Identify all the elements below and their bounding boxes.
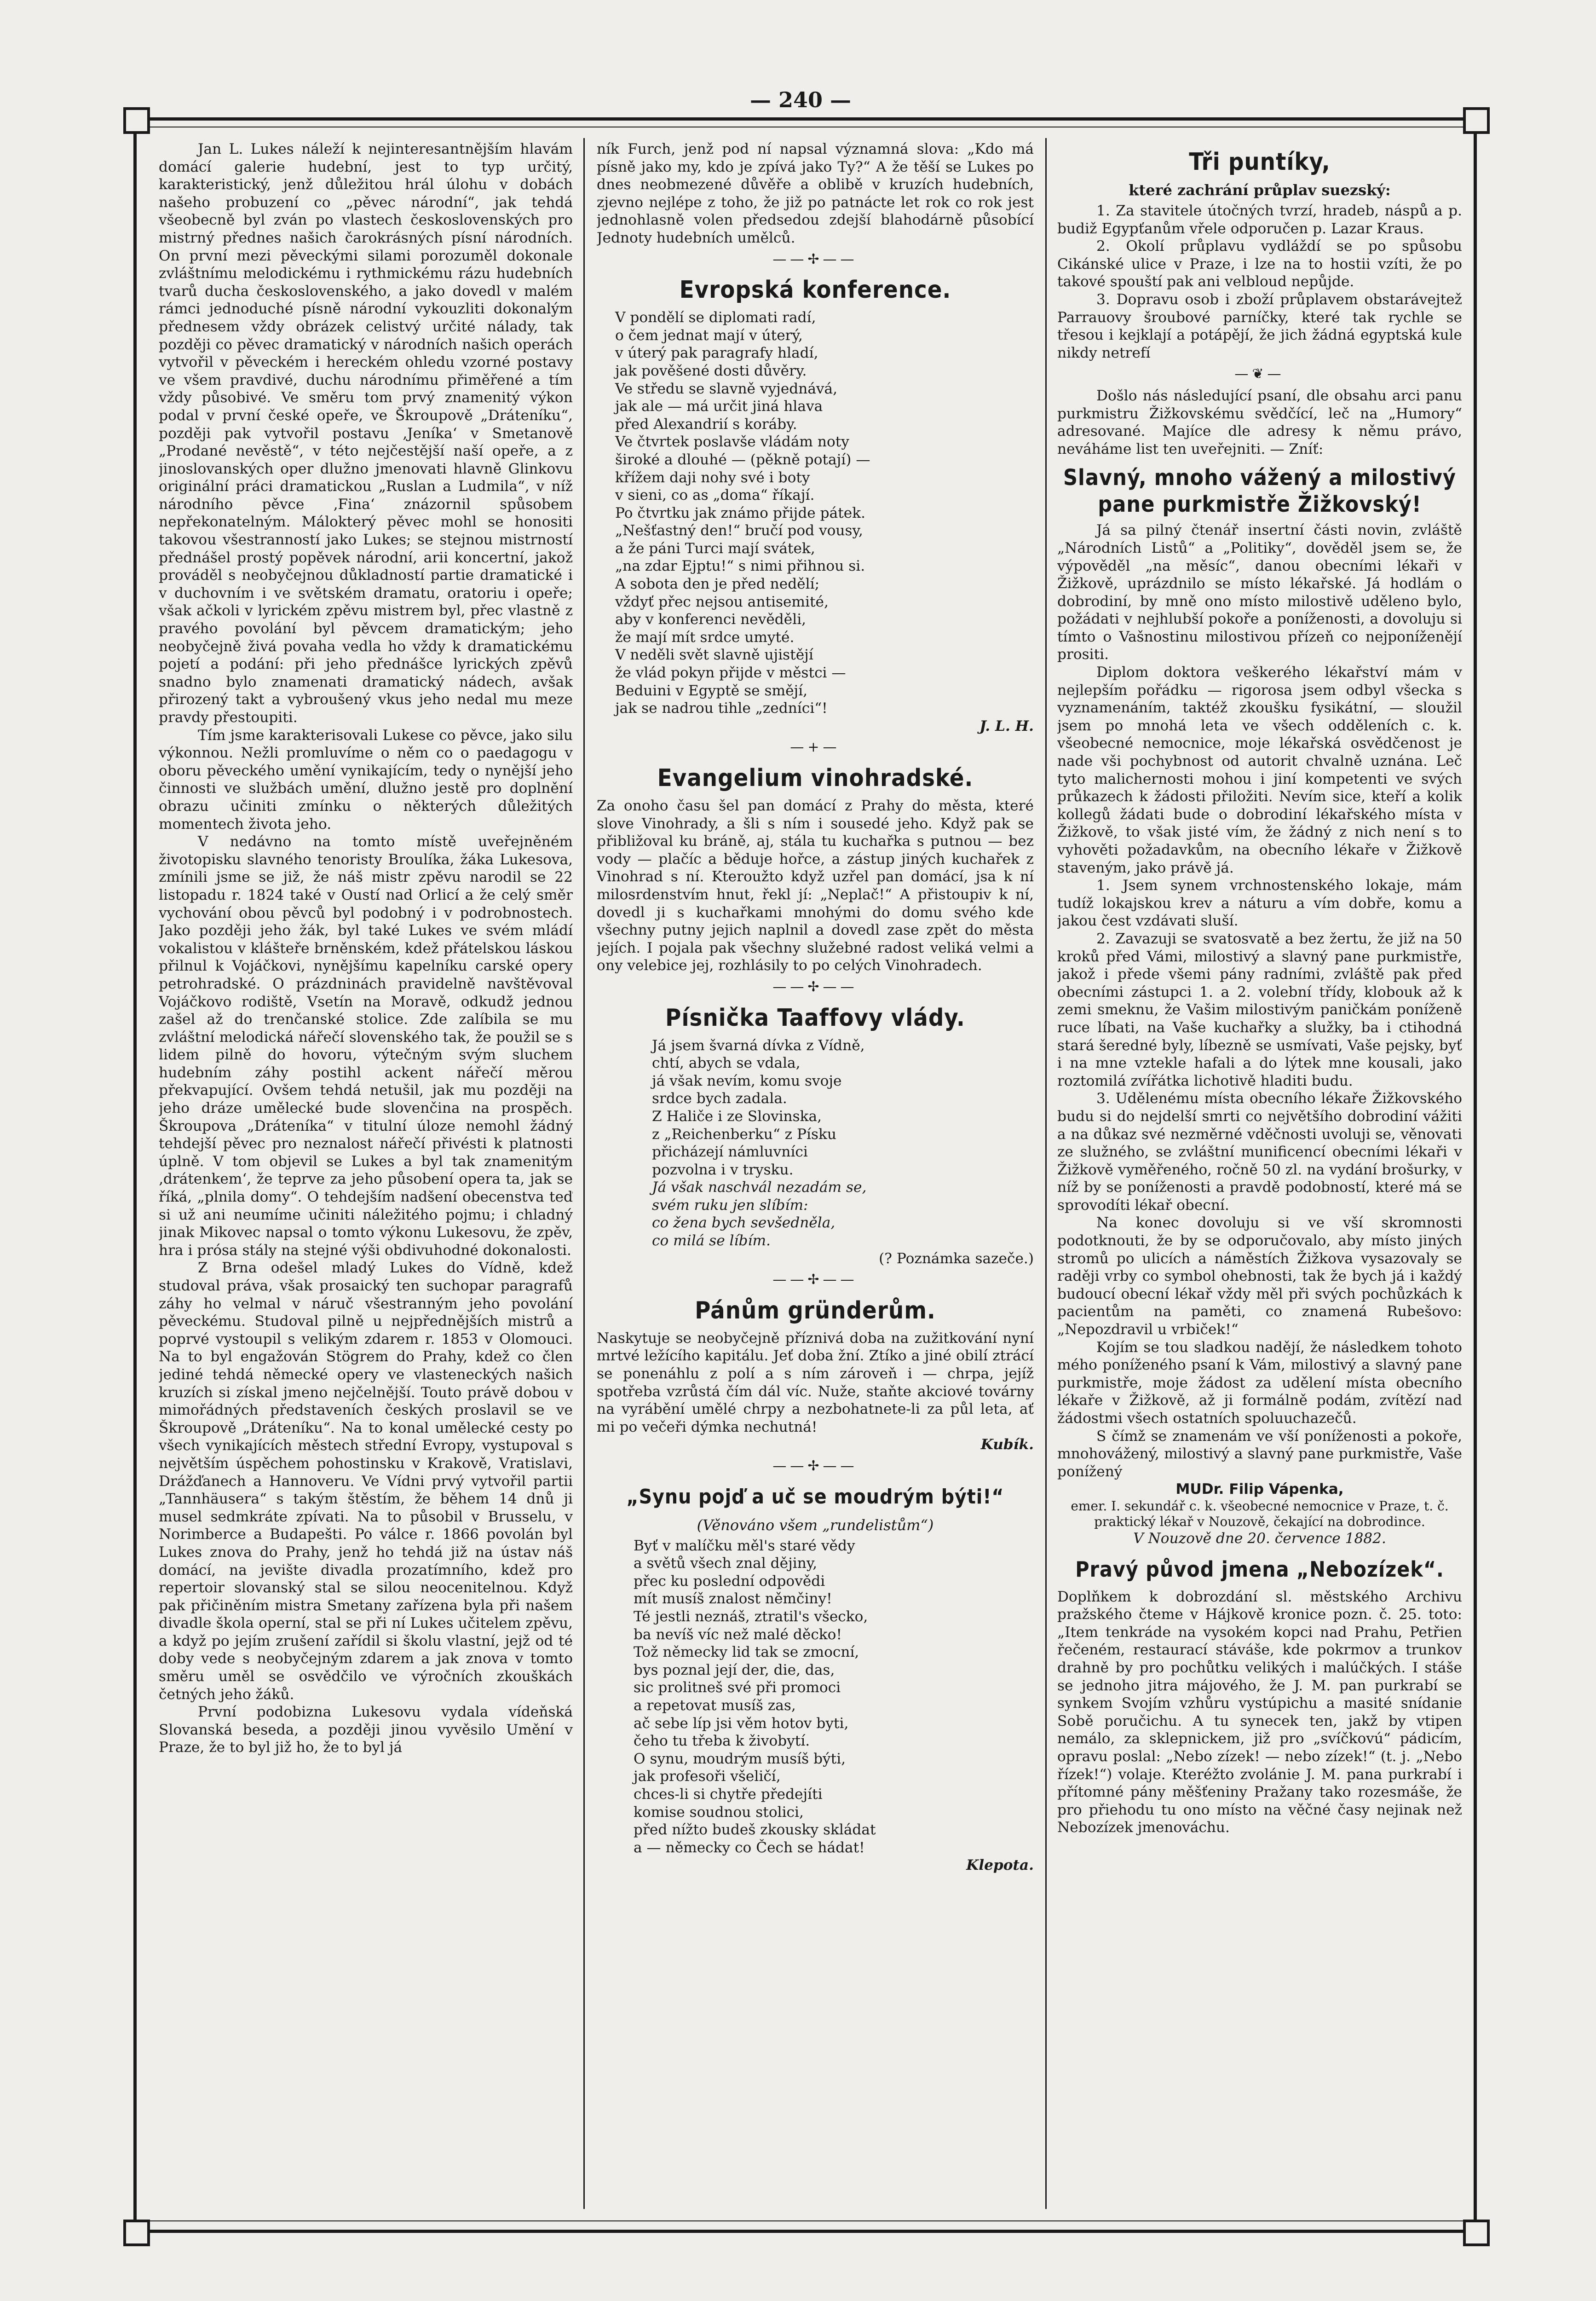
- frame-corner-ornament: [123, 2220, 150, 2246]
- article-paragraph: První podobizna Lukesovu vydala vídeňská Slovanská beseda, a později jinou vyvěsilo Umění v Praze, že to byl již ho, že to byl já: [159, 1704, 573, 1756]
- list-item: 1. Za stavitele útočných tvrzí, hradeb, náspů a p. budiž Egypťanům vřele odporučen p. Lazar Kraus.: [1057, 202, 1462, 237]
- letter-paragraph: Kojím se tou sladkou nadějí, že následkem tohoto mého poníženého psaní k Vám, milostivý a slavný pane purkmistře, moje žádost za udělení místa obecního lékaře v Žižkově, až ji formálně podám, zvítězí nad žádostmi všech ostatních spoluuchazečů.: [1057, 1339, 1462, 1427]
- poem-line: přec ku poslední odpovědi: [634, 1573, 825, 1590]
- page-number: — 240 —: [749, 87, 852, 112]
- poem-line: „Nešťastný den!“ bručí pod vousy,: [615, 522, 863, 539]
- poem-line: a že páni Turci mají svátek,: [615, 540, 815, 557]
- heading-evropska-konference: Evropská konference.: [679, 276, 951, 304]
- poem-line: v úterý pak paragrafy hladí,: [615, 345, 818, 362]
- list-item: 3. Dopravu osob i zboží průplavem obstarávejtež Parrauovy šroubové parníčky, které tak rychle se třesou i kejklají a potápějí, že jich žádná egyptská kule nikdy netrefí: [1057, 291, 1462, 361]
- subheading-tri-puntiky: které zachrání průplav suezský:: [1129, 181, 1391, 199]
- letter-signature-name: MUDr. Filip Vápenka,: [1175, 1481, 1344, 1498]
- poem-line: o čem jednat mají v úterý,: [615, 327, 803, 344]
- poem-line: já však nevím, komu svoje: [652, 1072, 842, 1089]
- list-item: 2. Okolí průplavu vydláždí se po spůsobu Cikánské ulice v Praze, i lze na to hostii vzíti, že po takové spouští pak ani velbloud nepůjde.: [1057, 238, 1462, 290]
- poem-line: A sobota den je před nedělí;: [615, 576, 820, 593]
- letter-intro: Došlo nás následující psaní, dle obsahu arci panu purkmistru Žižkovskému svědčící, leč na „Humory“ adresované. Majíce dle adresy k němu právo, neváháme list ten uveřejniti. — Zníť:: [1057, 387, 1462, 457]
- poem-line: chtí, abych se vdala,: [652, 1055, 801, 1072]
- frame-border-right: [1474, 117, 1477, 2233]
- poem-line: Té jestli neznáš, ztratil's všecko,: [634, 1608, 868, 1625]
- poem-evropska-konference: [597, 309, 1034, 717]
- article-paragraph: Tím jsme karakterisovali Lukese co pěvce, jako silu výkonnou. Nežli promluvíme o něm co o paedagogu v oboru pěveckého umění vynikajícím, tedy o nynější jeho činnosti ve službách umění, dlužno jestě pro doplnění obrazu učiniti zmínku o některých důležitých momentech života jeho.: [159, 727, 573, 833]
- poem-line: Já jsem švarná dívka z Vídně,: [652, 1037, 865, 1054]
- section-divider-ornament: —❦—: [1234, 366, 1285, 382]
- poem-line: V pondělí se diplomati radí,: [615, 309, 816, 326]
- poem-line: aby v konferenci nevěděli,: [615, 611, 807, 628]
- section-divider-ornament: ——✢——: [772, 251, 858, 267]
- poem-line: Ve středu se slavně vyjednává,: [615, 380, 838, 397]
- poem-line: Já však naschvál nezadám se,: [652, 1179, 867, 1196]
- evangelium-text: Za onoho času šel pan domácí z Prahy do města, které slove Vinohrady, a šli s ním i sousedé jeho. Když pak se přibližoval ku bráně, aj, stála tu kuchařka s putnou — bez vody — plačíc a běduje hořce, a zástup jiných kuchařek z Vinohrad s ní. Kteroužto když uzřel pan domácí, jsa k ní milosrdenstvím hnut, řekl jí: „Neplač!“ A přistoupiv k ní, dovedl ji s kuchařkami mnohými do domu svého kde všechny putny jejich naplnil a dovedl zase zpět do města jejích. I pojala pak všechny služebné radost veliká velmi a ony velebice jej, rozhlásily to po celých Vinohradech.: [597, 798, 1034, 974]
- poem-line: svém ruku jen slíbím:: [652, 1197, 808, 1214]
- article-continuation: ník Furch, jenž pod ní napsal významná slova: „Kdo má písně jako my, kdo je zpívá jako Ty?“ A že těší se Lukes po dnes neobmezené důvěře a oblibě v kruzích hudebních, zjevno nejlépe z toho, že již po patnácte let rok co rok jest jednohlasně volen předsedou zdejší blahodárně působící Jednoty hudebních umělců.: [597, 141, 1034, 246]
- column-3: [1057, 140, 1462, 2209]
- letter-paragraph: 1. Jsem synem vrchnostenského lokaje, mám tudíž lokajskou krev a náturu a vím dobře, komu a jakou čest vzdávati sluší.: [1057, 877, 1462, 930]
- poem-line: Ve čtvrtek poslavše vládám noty: [615, 434, 849, 451]
- poem-line: Tož německy lid tak se zmocní,: [634, 1644, 859, 1661]
- letter-signature-title: emer. I. sekundář c. k. všeobecné nemocnice v Praze, t. č. praktický lékař v Nouzově, čekající na dobrodince.: [1071, 1498, 1449, 1529]
- poem-line: že vlád pokyn přijde v městci —: [615, 665, 846, 682]
- heading-pisnicka-taaffovy-vlady: Písnička Taaffovy vlády.: [665, 1004, 965, 1032]
- poem-line: z „Reichenberku“ z Písku: [652, 1126, 836, 1143]
- poem-signature: J. L. H.: [979, 717, 1034, 734]
- poem-line: a — německy co Čech se hádat!: [634, 1839, 865, 1856]
- poem-line: široké a dlouhé — (pěkně potají) —: [615, 451, 870, 468]
- heading-slavny-pane-purkmistre: Slavný, mnoho vážený a milostivý pane purkmistře Žižkovský!: [1063, 465, 1457, 518]
- grunder-text: Naskytuje se neobyčejně příznivá doba na zužitkování nyní mrtvé ležícího kapitálu. Jeť doba žní. Ztíko a jiné obilí ztrácí se ponenáhlu z polí a s ním zároveň i — chrpa, jejíž spotřeba vzrůstá čím dál víc. Nuže, staňte akciové továrny na vyrábění umělé chrpy a nezbohatnete-li za půl leta, ať mi po večeři dýmka nechutná!: [597, 1330, 1034, 1435]
- poem-line: pozvolna i v trysku.: [652, 1161, 794, 1178]
- frame-corner-ornament: [123, 107, 150, 134]
- grunder-signature: Kubík.: [980, 1436, 1034, 1453]
- poem-synu-pojd: [597, 1537, 1034, 1857]
- heading-evangelium-vinohradske: Evangelium vinohradské.: [657, 764, 974, 792]
- article-paragraph: Z Brna odešel mladý Lukes do Vídně, kdež studoval práva, však prosaický ten suchopar paragrafů záhy ho velmal v náruč všestranným jeho povolání pěveckému. Studoval pilně u nejpřednějších mistrů a poprvé vystoupil s velikým zdarem r. 1853 v Olomouci. Na to byl engažován Stögrem do Prahy, kdež co člen jediné tehdá německé opery ve vlasteneckých našich kruzích si získal jmeno nejčelnější. Touto právě dobou v mimořádných představeních českých proslavil se ve Škroupově „Dráteníku“. Na to konal umělecké cesty po všech vynikajících městech střední Evropy, vystupoval s největším úspěchem pohostinsku v Krakově, Vratislavi, Drážďanech a Hannoveru. Ve Vídni prvý vytvořil partii „Tannhäusera“ s takým štěstím, že během 14 dnů ji musel sedmkráte zpívati. Na to působil v Brusselu, v Norimberce a Budapešti. Po válce r. 1866 povolán byl Lukes znova do Prahy, jenž ho tehdá již na ústav náš domácí, na jevište divadla prozatímního, kdež pro repertoir slovanský stal se silou neocenitelnou. Když pak přičiněním mistra Smetany zařízena byla při našem divadle škola operní, stal se při ní Lukes učitelem zpěvu, a když po jejím zrušení zařídil si školu vlastní, jejž od té doby vede s neobyčejným zdarem a jak znova v tomto směru uměl se osvědčilo ve výročních zkouškách četných jeho žáků.: [159, 1260, 573, 1703]
- poem-line: Beduini v Egyptě se smějí,: [615, 682, 808, 699]
- poem-line: Po čtvrtku jak známo přijde pátek.: [615, 504, 866, 521]
- frame-border-left: [133, 117, 137, 2233]
- poem-line: před Alexandrií s koráby.: [615, 416, 797, 433]
- column-rule: [583, 138, 585, 2209]
- poem-line: co žena bych sevšedněla,: [652, 1214, 835, 1231]
- poem-line: jak ale — má určit jiná hlava: [615, 398, 823, 415]
- poem-line: chces-li si chytře předejíti: [634, 1786, 823, 1803]
- poem-line: O synu, moudrým musíš býti,: [634, 1750, 846, 1767]
- poem-line: co milá se líbím.: [652, 1232, 771, 1249]
- letter-paragraph: 2. Zavazuji se svatosvatě a bez žertu, že již na 50 kroků před Vámi, milostivý a slavný pane purkmistře, jakož i přede všemi pány radními, zvláště pak před obecními zástupci 1. a 2. volební třídy, klobouk až k zemi smeknu, že Vašim milostivým paničkám poníženě ruce líbati, na Vaše kuchařky a služky, ba i ctihodná stará šeredné byly, líbezně se usmívati, Vaše pejsky, byť i na mne vztekle hafali a do lýtek mne kousali, jako roztomilá zvířátka lichotivě hladiti budu.: [1057, 930, 1462, 1089]
- frame-corner-ornament: [1463, 107, 1490, 134]
- poem-line: jak profesoři všeličí,: [634, 1768, 781, 1785]
- poem-line: v sieni, co as „doma“ říkají.: [615, 487, 815, 504]
- nebozizek-text: Doplňkem k dobrozdání sl. městského Archivu pražského čteme v Hájkově kronice pozn. č. 25. toto: „Item tenkráde na vysokém kopci nad Prahu, Petřien řečeném, restaurací stáváše, kde pokrmov a trunkov drahně by pro pochůtku velikých i malúčkých. I stáše se jednoho jitra májového, že J. M. pan purkrabí se synkem Svojím vzhůru vystúpichu a masité snídanie Sobě poručichu. A tu synecek ten, jakž by vtipen nemálo, za sklepnickem, již pro „svíčkovú“ pádicím, opravu poslal: „Nebo zízek! — nebo zízek!“ (t. j. „Nebo řízek!“) volaje. Kteréžto zvolánie J. M. pana purkrabí i přítomné pány měšťeniny Pražany tako rozesmáše, že pro přiehodu tu ono místo na věčné časy nejinak než Nebozízek jmenováchu.: [1057, 1588, 1462, 1836]
- article-paragraph: V nedávno na tomto místě uveřejněném životopisku slavného tenoristy Broulíka, žáka Lukesova, zmínili jsme se již, že náš mistr zpěvu narodil se 22 listopadu r. 1824 také v Oustí nad Orlicí a že celý směr vychování obou pěvců byl podobný i v podrobnostech. Jako později jeho žák, byl také Lukes ve svém mládí vokalistou v klášteře brněnském, kdež přátelskou láskou přilnul k Vojáčkovi, nynějšímu kapelníku carské opery petrohradské. O prázdninách pravidelně navštěvoval Vojáčkovo rodiště, Vsetín na Moravě, odkudž jednou zašel až do trenčanské stolice. Zde zalíbila se mu zvláštní melodická nářečí slovenského tak, že použil se s lidem pilně do hovoru, výtečným svým sluchem hudebním záhy postihl ackent nářečí měrou překvapující. Ovšem tehdá netušil, jak mu později na jeho dráze umělecké bude slovenčina na prospěch. Škroupova „Dráteníka“ v titulní úloze nemohl žádný tehdejší pěvec pro neznalost nářečí přivésti k platnosti úplně. V tom objevil se Lukes a byl tak znamenitým ‚drátenkem‘, že teprve za jeho působení opera ta, jak se říká, „plnila domy“. O tehdejším nadšení obecenstva teď si už ani neumíme učiniti náležitého pojmu; i chladný jinak Mikovec napsal o tomto výkonu Lukesovu, že zpěv, hra i prósa stály na stejné výši obdivuhodné dokonalosti.: [159, 833, 573, 1259]
- frame-border-top: [133, 117, 1477, 121]
- poem-line: sic prolitneš své při promoci: [634, 1679, 841, 1696]
- poem-line: křížem daji nohy své i boty: [615, 469, 810, 486]
- frame-border-bottom: [133, 2230, 1477, 2233]
- frame-corner-ornament: [1463, 2220, 1490, 2246]
- heading-panum-grunderum: Pánům gründerům.: [695, 1296, 936, 1324]
- section-divider-ornament: ——✢——: [772, 1458, 858, 1474]
- poem-line: „na zdar Ejptu!“ s nimi přihnou si.: [615, 558, 865, 575]
- heading-synu-pojd: „Synu pojď a uč se moudrým býti!“: [626, 1485, 1004, 1509]
- section-divider-ornament: ——✢——: [772, 1272, 858, 1288]
- letter-paragraph: S čímž se znamenám ve vší poníženosti a pokoře, mnohovážený, milostivý a slavný pane purkmistře, Vaše ponížený: [1057, 1428, 1462, 1480]
- poem-line: ač sebe líp jsi věm hotov byti,: [634, 1715, 849, 1732]
- column-1-lukes-article: [159, 140, 573, 2209]
- poem-signature: Klepota.: [966, 1857, 1034, 1874]
- poem-line: mít musíš znalost němčiny!: [634, 1590, 832, 1607]
- poem-line: srdce bych zadala.: [652, 1090, 787, 1107]
- poem-line: jak se nadrou tihle „zedníci“!: [615, 700, 828, 717]
- letter-paragraph: 3. Udělenému místa obecního lékaře Žižkovského budu si do nejdelší smrti co největšího dobrodiní vážiti a na důkaz své nezměrné vděčnosti uvoluji se, věnovati ze služného, se zvláštní munificencí obecními lékaři v Žižkově vyměřeného, ročně 50 zl. na vydání brošurky, v níž by se poníženosti a pravdě podobností, které má se sprovodíti lékař obecní.: [1057, 1090, 1462, 1214]
- article-paragraph: Jan L. Lukes náleží k nejinteresantnějším hlavám domácí galerie hudební, jest to typ určitý, karakteristický, jenž důležitou hrál úlohu v dobách našeho probuzení co „pěvec národní“, jak tehdá všeobecně byl zván po vlastech československých pro mistrný přednes našich čarokrásných písní národních. On první mezi pěveckými silami porozuměl dokonale zvláštnímu melodickému i rythmickému rázu hudebních tvarů ducha československého, a jako dovedl v malém rámci jednoduché písně národní vykouzliti dokonalým přednesem vždy obrázek celistvý určité nálady, tak později co pěvec dramatický v národních našich operách vytvořil v pěveckém i hereckém ohledu vzorné postavy ve všem pravdivé, duchu národnímu přiměřené a tím vždy působivé. Ve směru tom prvý znamenitý výkon podal v první české opeře, ve Škroupově „Dráteníku“, později pak vytvořil postavu ‚Jeníka‘ v Smetanově „Prodané nevěstě“, v této nejčestější naší opeře, a z jinoslovanských oper dlužno jmenovati hlavně Glinkovu originální práci dramatickou „Ruslan a Ludmila“, v níž národního pěvce ‚Fina‘ znázornil spůsobem nepřekonatelným. Málokterý pěvec mohl se honositi takovou všestranností jako Lukes; se stejnou mistrností přednášel prostý popěvek národní, arii koncertní, jakož prováděl s neobyčejnou důkladností partie dramatické i v duchovním i ve světském dramatu, oratoriu i opeře; však ačkoli v lyrickém zpěvu mistrem byl, přec vlastně z pravého povolání byl pěvcem dramatickým; jeho neobyčejně živá povaha vedla ho vždy k dramatickému pojetí a podání: při jeho přednášce lyrických zpěvů snadno bylo znamenati dramatický nádech, avšak přirozený takt a vybroušený vkus jeho nedal mu meze pravdy přestoupiti.: [159, 141, 573, 726]
- dedication: (Věnováno všem „rundelistům“): [697, 1516, 934, 1534]
- poem-line: jak pověšené dosti důvěry.: [615, 362, 807, 379]
- poem-pisnicka: [597, 1037, 1034, 1250]
- poem-line: a světů všech znal dějiny,: [634, 1555, 818, 1572]
- poem-line: čeho tu třeba k živobytí.: [634, 1733, 810, 1750]
- poem-line: Z Haliče i ze Slovinska,: [652, 1108, 822, 1125]
- section-divider-ornament: ——✢——: [772, 978, 858, 995]
- column-2: [597, 140, 1034, 2209]
- typesetter-note: (? Poznámka sazeče.): [879, 1250, 1034, 1267]
- poem-line: Byť v malíčku měl's staré vědy: [634, 1537, 855, 1554]
- poem-line: komise soudnou stolici,: [634, 1804, 804, 1821]
- poem-line: V neděli svět slavně ujistějí: [615, 647, 813, 664]
- poem-line: že mají mít srdce umyté.: [615, 629, 795, 646]
- letter-paragraph: Já sa pilný čtenář insertní části novin, zvláště „Národních Listů“ a „Politiky“, dověděl jsem se, že výpověděl „na měsíc“, danou obecními lékaři v Žižkově, uprázdnilo se místo lékařské. Já hodlám o dobrodiní, by mně ono místo milostivě uděleno bylo, požádati v nejhlubší pokoře a poníženosti, a dovoluju si tímto o Vašnostinu milostivou přízeň co nejponíženějí prositi.: [1057, 522, 1462, 663]
- heading-tri-puntiky: Tři puntíky,: [1189, 148, 1331, 176]
- letter-date: V Nouzově dne 20. července 1882.: [1133, 1530, 1386, 1547]
- poem-line: vždyť přec nejsou antisemité,: [615, 593, 829, 610]
- poem-line: ba nevíš víc než malé děcko!: [634, 1626, 842, 1643]
- section-divider-ornament: —+—: [790, 739, 841, 756]
- poem-line: před nížto budeš zkousky skládat: [634, 1821, 876, 1838]
- column-rule: [1045, 138, 1047, 2209]
- frame-inner-bottom: [143, 2220, 1468, 2221]
- poem-line: a repetovat musíš zas,: [634, 1697, 796, 1714]
- poem-line: bys poznal její der, die, das,: [634, 1661, 835, 1678]
- poem-line: přicházejí námluvníci: [652, 1144, 808, 1161]
- letter-paragraph: Na konec dovoluju si ve vší skromnosti podotknouti, že by se odporučovalo, aby místo jiných stromů po ulicích a náměstích Žižkova vysazovaly se raději vrby co symbol ohebnosti, tak že bych já i každý budoucí obecní lékař vždy měl při svých pochůzkách k pacientům na paměti, co znamená Rubešovo: „Nepozdravil u vrbiček!“: [1057, 1214, 1462, 1338]
- heading-pravy-puvod-nebozizek: Pravý původ jmena „Nebozízek“.: [1075, 1556, 1444, 1582]
- letter-paragraph: Diplom doktora veškerého lékařství mám v nejlepším pořádku — rigorosa jsem odbyl všecka s vyznamenáním, taktéž zkoušku fysikátní, — sloužil jsem po mnohá leta ve všech odděleních c. k. všeobecné nemocnice, moje lékařská osvědčenost je nade vši pochybnost od autorit chvalně uznána. Leč tyto malichernosti mohou i jiní kompetenti ve svých průkazech k žádosti přiložiti. Nevím sice, kteří a kolik kollegů žádati bude o dobrodiní lékařského místa v Žižkově, to však jisté vím, že žádný z nich není s to vyhověti požadavkům, na obecního lékaře v Žižkově staveným, jako právě já.: [1057, 664, 1462, 876]
